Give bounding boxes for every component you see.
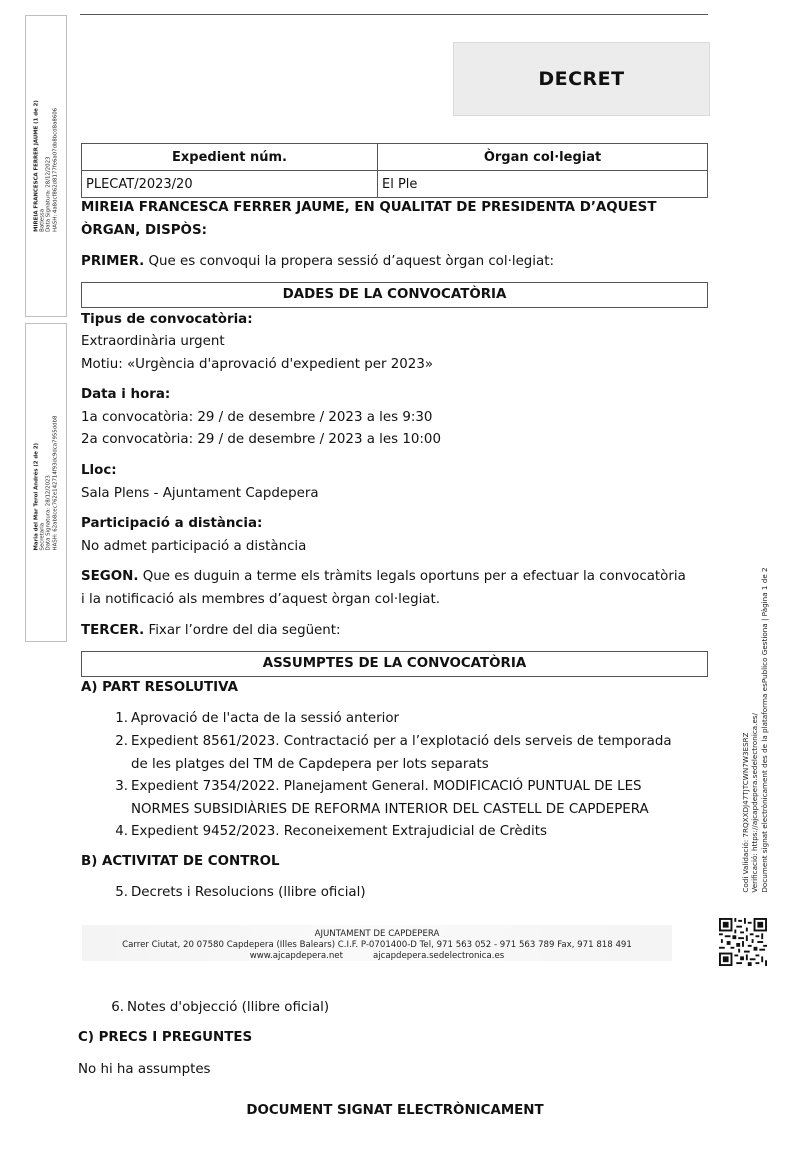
- verification-url: Verificació: https://ajcapdepera.sedelectronica.es/: [750, 712, 760, 893]
- primer-paragraph: [81, 250, 711, 273]
- item-text-continued: NORMES SUBSIDIÀRIES DE REFORMA INTERIOR DEL CASTELL DE CAPDEPERA: [131, 802, 649, 817]
- activitat-control-heading: B) ACTIVITAT DE CONTROL: [81, 854, 280, 869]
- participacio-label: Participació a distància:: [81, 516, 263, 531]
- list-item: [108, 881, 708, 904]
- footer-sede: ajcapdepera.sedelectronica.es: [372, 951, 505, 961]
- top-rule: [80, 14, 708, 15]
- footer-address: Carrer Ciutat, 20 07580 Capdepera (Illes Balears) C.I.F. P-0701400-D Tel, 971 563 052 - 971 563 789 Fax, 971 818 491: [122, 940, 632, 950]
- segon-label: SEGON.: [81, 569, 139, 584]
- data-hora-label: Data i hora:: [81, 387, 171, 402]
- item-text-continued: de les platges del TM de Capdepera per lots separats: [131, 757, 489, 772]
- first-convocatoria: 1a convocatòria: 29 / de desembre / 2023 a les 9:30: [81, 410, 433, 425]
- dades-convocatoria-title: DADES DE LA CONVOCATÒRIA: [81, 282, 708, 308]
- participacio-value: No admet participació a distància: [81, 539, 307, 554]
- list-item: [104, 996, 704, 1019]
- qr-code-icon: [719, 918, 767, 966]
- lloc-label: Lloc:: [81, 463, 117, 478]
- signature-box-1: [25, 15, 67, 317]
- table-header-expedient: Expedient núm.: [82, 144, 378, 171]
- signature-date: Data Signatura: 28/12/2023: [46, 474, 52, 550]
- signer-role: Batlessa: [39, 208, 46, 232]
- item-text: Decrets i Resolucions (llibre oficial): [131, 885, 366, 900]
- list-item: [108, 730, 708, 776]
- primer-label: PRIMER.: [81, 254, 145, 269]
- document-title: DECRET: [538, 68, 625, 90]
- primer-text: Que es convoqui la propera sessió d’aquest òrgan col·legiat:: [144, 254, 554, 269]
- item-number: 5.: [115, 885, 128, 900]
- footer-org: AJUNTAMENT DE CAPDEPERA: [314, 929, 440, 939]
- item-text: Notes d'objecció (llibre oficial): [127, 1000, 330, 1015]
- precs-heading: C) PRECS I PREGUNTES: [78, 1030, 253, 1045]
- signature-text-1: [34, 100, 59, 232]
- list-item: [108, 775, 708, 821]
- second-convocatoria: 2a convocatòria: 29 / de desembre / 2023 a les 10:00: [81, 432, 441, 447]
- expedient-table: [81, 143, 708, 198]
- motiu-text: Motiu: «Urgència d'aprovació d'expedient per 2023»: [81, 357, 434, 372]
- item-number: 1.: [115, 711, 128, 726]
- item-text: Aprovació de l'acta de la sessió anterior: [131, 711, 400, 726]
- verification-platform: Document signat electrònicament des de la plataforma esPublico Gestiona | Pàgina 1 de 2: [759, 567, 769, 893]
- item-number: 6.: [111, 1000, 124, 1015]
- item-text: Expedient 7354/2022. Planejament General. MODIFICACIÓ PUNTUAL DE LES: [131, 779, 642, 794]
- tipus-label: Tipus de convocatòria:: [81, 312, 253, 327]
- tercer-label: TERCER.: [81, 623, 145, 638]
- table-header-organ: Òrgan col·legiat: [378, 144, 708, 171]
- part-resolutiva-heading: A) PART RESOLUTIVA: [81, 680, 238, 695]
- signature-hash: HASH: 4a8dcf862d8177fe6a07db8bcd8a8606: [52, 107, 59, 232]
- signer-role: Secretaria: [39, 522, 46, 550]
- signature-hash: HASH: 62ab8cec762e142714f93dc9dca7955ddb8: [52, 415, 59, 550]
- intro-line-1: MIREIA FRANCESCA FERRER JAUME, EN QUALITAT DE PRESIDENTA D’AQUEST: [81, 200, 657, 215]
- closing-statement: DOCUMENT SIGNAT ELECTRÒNICAMENT: [246, 1103, 544, 1118]
- signature-date: Data Signatura: 28/12/2023: [46, 156, 52, 232]
- document-title-box: [453, 42, 710, 116]
- item-number: 3.: [115, 779, 128, 794]
- item-number: 4.: [115, 824, 128, 839]
- tercer-paragraph: [81, 619, 711, 642]
- footer-web-line: [82, 951, 672, 962]
- segon-paragraph: [81, 565, 711, 588]
- segon-text: Que es duguin a terme els tràmits legals oportuns per a efectuar la convocatòria: [138, 569, 686, 584]
- segon-text-continued: i la notificació als membres d’aquest òrgan col·legiat.: [81, 592, 441, 607]
- organ-name: El Ple: [378, 171, 708, 198]
- intro-line-2: ÒRGAN, DISPÒS:: [81, 223, 207, 238]
- lloc-value: Sala Plens - Ajuntament Capdepera: [81, 486, 319, 501]
- verification-code: Codi Validació: 7RQXXDJ47TJTCWN7W3ESRZ: [740, 732, 750, 893]
- list-item: [108, 707, 708, 730]
- signature-box-2: [25, 323, 67, 642]
- footer-band: [82, 925, 672, 961]
- list-item: [108, 820, 708, 843]
- footer-web: www.ajcapdepera.net: [249, 951, 343, 961]
- precs-text: No hi ha assumptes: [78, 1062, 211, 1077]
- signer-name: Maria del Mar Terol Andrés (2 de 2): [33, 442, 40, 550]
- item-number: 2.: [115, 734, 128, 749]
- expedient-number: PLECAT/2023/20: [82, 171, 378, 198]
- signature-text-2: [34, 415, 59, 550]
- tipus-value: Extraordinària urgent: [81, 334, 225, 349]
- item-text: Expedient 8561/2023. Contractació per a l’explotació dels serveis de temporada: [131, 734, 672, 749]
- signer-name: MIREIA FRANCESCA FERRER JAUME (1 de 2): [33, 100, 40, 232]
- item-text: Expedient 9452/2023. Reconeixement Extrajudicial de Crèdits: [131, 824, 548, 839]
- assumptes-title: ASSUMPTES DE LA CONVOCATÒRIA: [81, 651, 708, 677]
- tercer-text: Fixar l’ordre del dia següent:: [144, 623, 341, 638]
